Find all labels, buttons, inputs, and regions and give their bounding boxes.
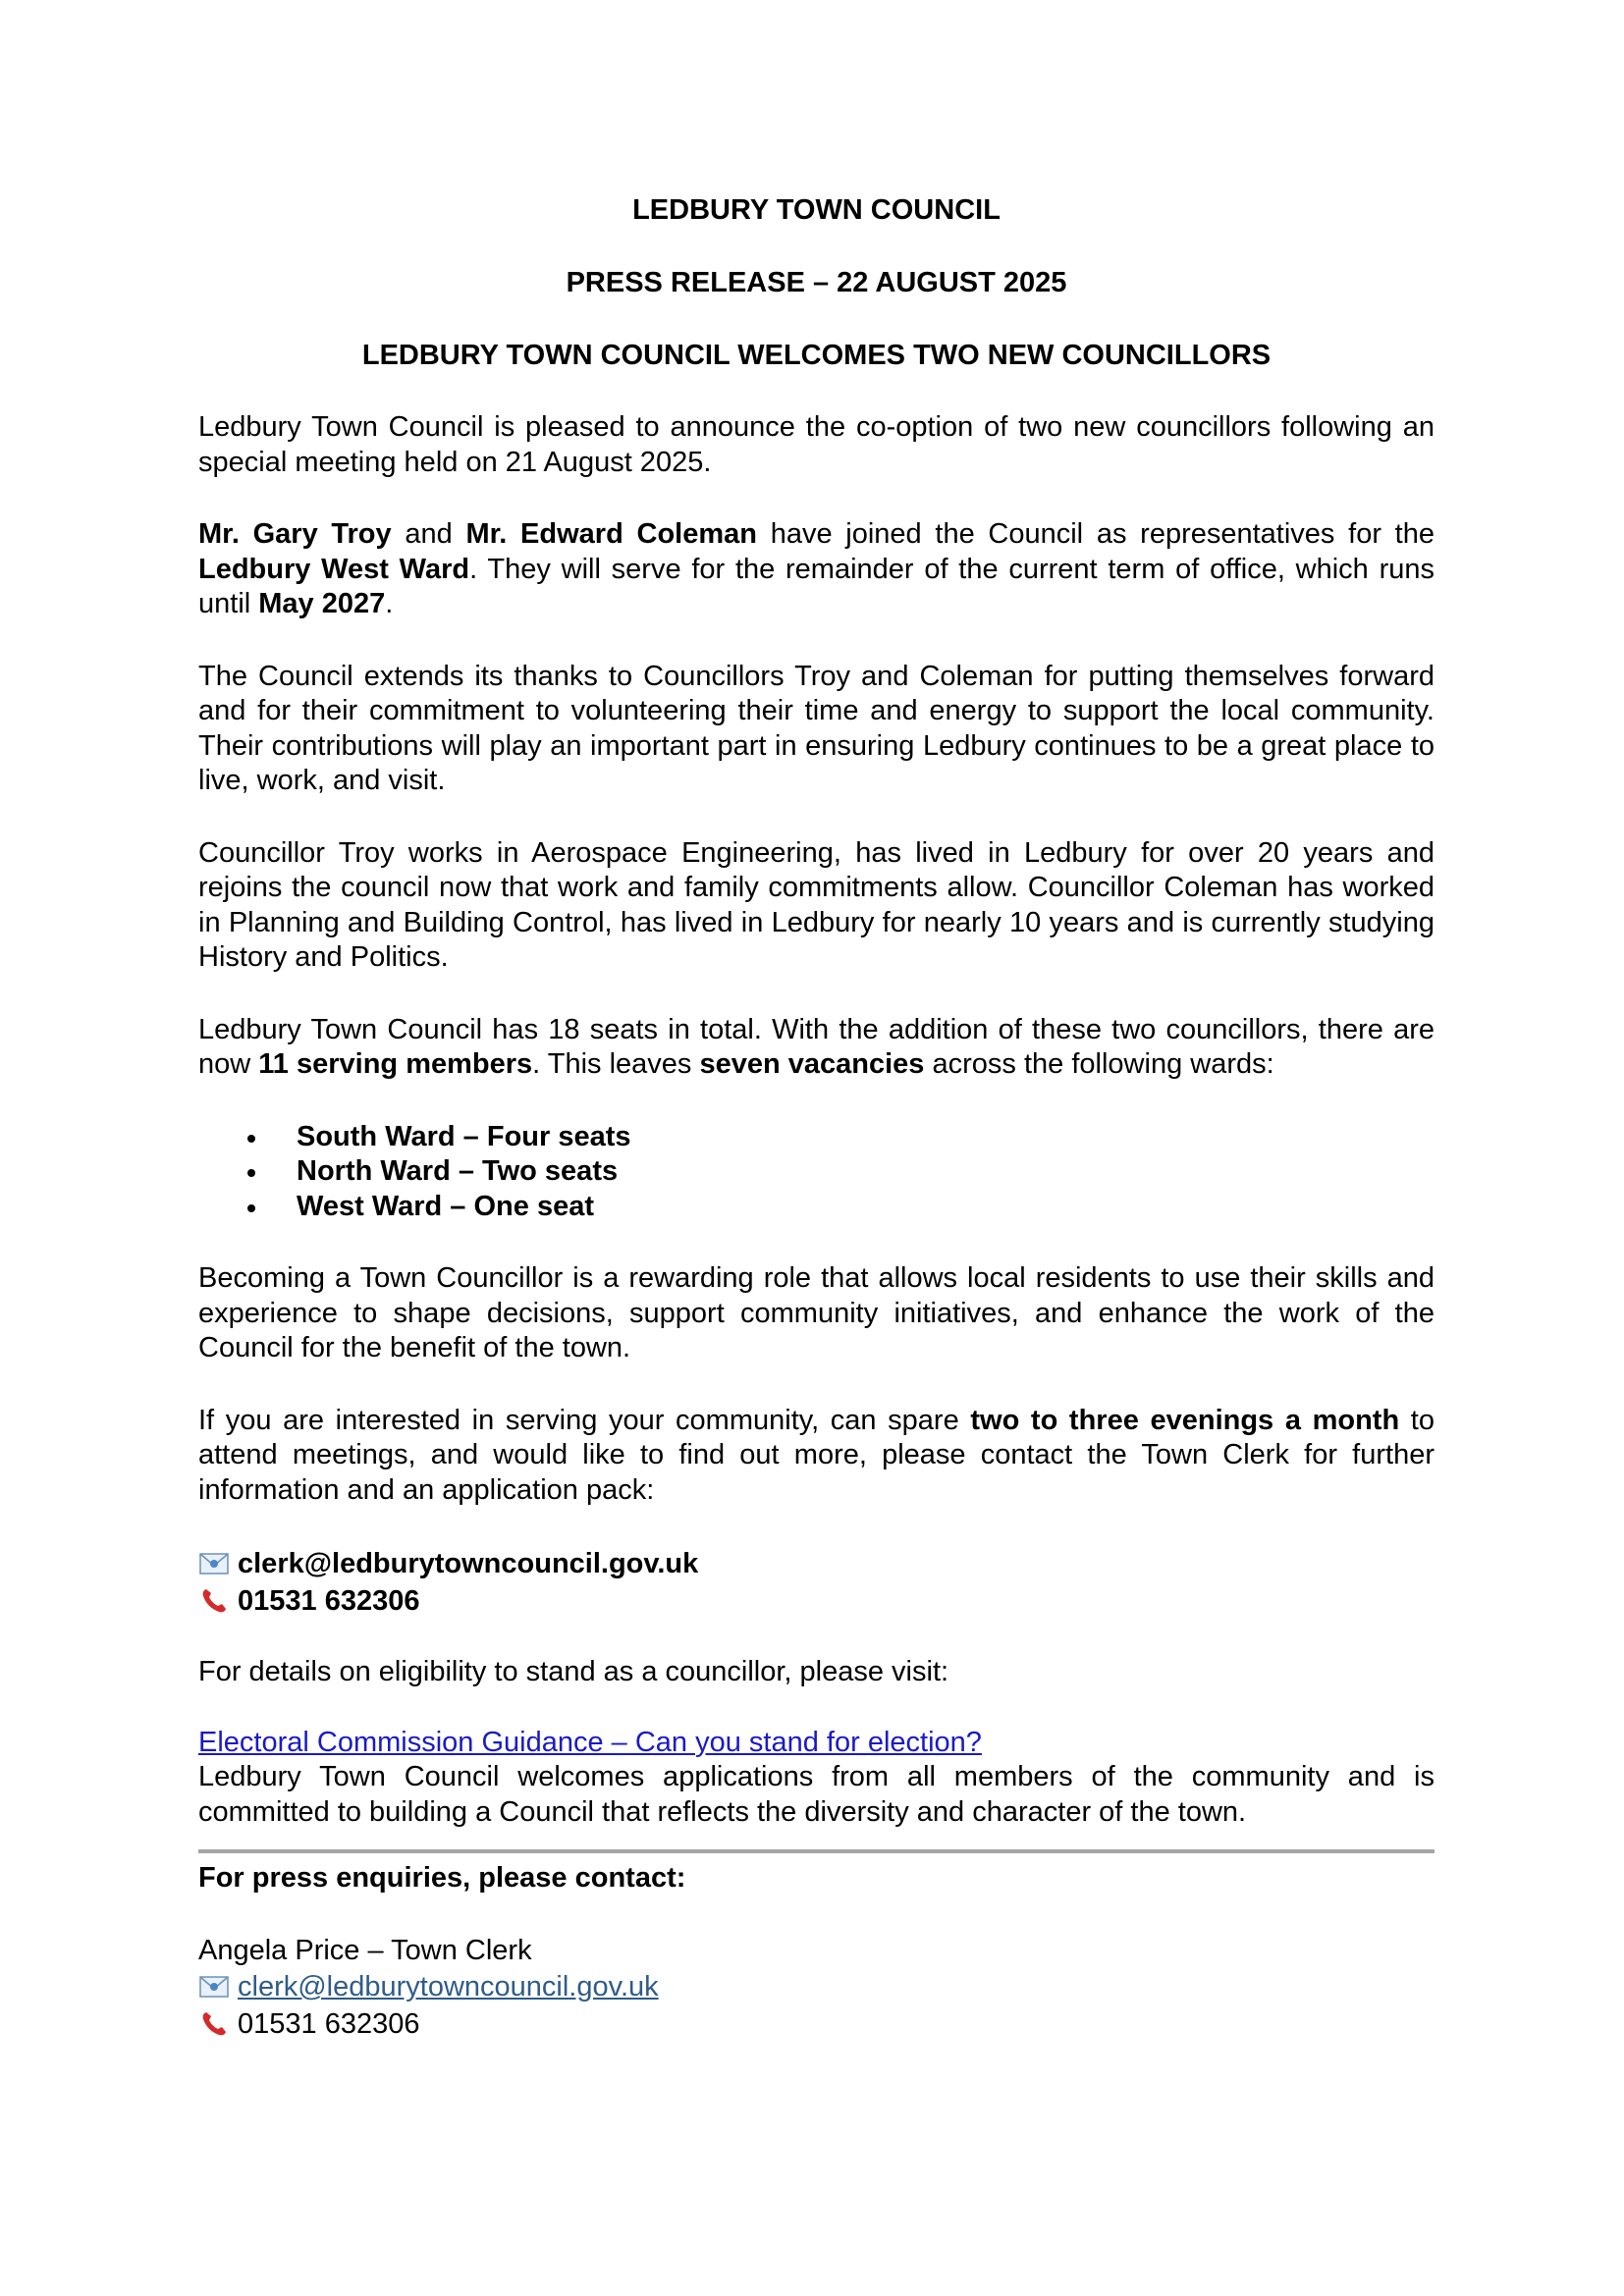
press-email-link[interactable]: clerk@ledburytowncouncil.gov.uk bbox=[238, 1971, 659, 2002]
role-paragraph: Becoming a Town Councillor is a rewarding role that allows local residents to use their skills and experience to shape decisions, support community initiatives, and enhance the work of the Council for the benefit of the town. bbox=[198, 1262, 1435, 1363]
envelope-icon bbox=[198, 1548, 230, 1579]
bullet-icon bbox=[247, 1135, 255, 1143]
press-enquiries-heading: For press enquiries, please contact: bbox=[198, 1862, 686, 1894]
list-item: South Ward – Four seats bbox=[198, 1120, 1435, 1155]
new-councillors-paragraph: Mr. Gary Troy and Mr. Edward Coleman have joined the Council as representatives for the Ledbury West Ward. They will serve for the remainder of the current term of office, which runs until May 2027. bbox=[198, 518, 1435, 619]
divider bbox=[198, 1849, 1435, 1853]
ward-name: Ledbury West Ward bbox=[198, 553, 470, 585]
list-item: North Ward – Two seats bbox=[198, 1154, 1435, 1190]
contact-phone[interactable]: 01531 632306 bbox=[238, 1585, 420, 1617]
councillor-name-coleman: Mr. Edward Coleman bbox=[465, 518, 757, 550]
press-email-line bbox=[198, 1968, 1435, 2005]
press-phone-line bbox=[198, 2005, 1435, 2043]
eligibility-text: For details on eligibility to stand as a councillor, please visit: bbox=[198, 1656, 949, 1687]
time-commitment: two to three evenings a month bbox=[970, 1404, 1400, 1436]
intro-paragraph: Ledbury Town Council is pleased to announce the co-option of two new councillors following an special meeting held on 21 August 2025. bbox=[198, 411, 1435, 478]
phone-icon bbox=[198, 1585, 230, 1617]
organisation-title: LEDBURY TOWN COUNCIL bbox=[632, 194, 1001, 226]
seats-paragraph: Ledbury Town Council has 18 seats in total. With the addition of these two councillors, there are now 11 serving members. This leaves seven vacancies across the following wards: bbox=[198, 1013, 1435, 1080]
bullet-icon bbox=[247, 1204, 255, 1212]
bullet-icon bbox=[247, 1169, 255, 1177]
press-phone[interactable]: 01531 632306 bbox=[238, 2008, 420, 2040]
press-contact-name: Angela Price – Town Clerk bbox=[198, 1934, 532, 1966]
welcome-paragraph: Ledbury Town Council welcomes applications from all members of the community and is committed to building a Council that reflects the diversity and character of the town. bbox=[198, 1761, 1435, 1828]
guidance-link-line bbox=[198, 1726, 1435, 1761]
contact-email-line bbox=[198, 1545, 1435, 1582]
interest-paragraph: If you are interested in serving your community, can spare two to three evenings a month to attend meetings, and would like to find out more, please contact the Town Clerk for further information and an application pack: bbox=[198, 1404, 1435, 1506]
envelope-icon bbox=[198, 1971, 230, 2002]
document-body bbox=[198, 192, 1435, 2043]
press-contact-block bbox=[198, 1934, 1435, 2044]
councillor-name-troy: Mr. Gary Troy bbox=[198, 518, 392, 550]
vacancies: seven vacancies bbox=[699, 1048, 925, 1080]
list-item: West Ward – One seat bbox=[198, 1190, 1435, 1225]
press-release-date: PRESS RELEASE – 22 AUGUST 2025 bbox=[566, 267, 1067, 298]
ward-vacancies-list bbox=[198, 1120, 1435, 1225]
biography-paragraph: Councillor Troy works in Aerospace Engineering, has lived in Ledbury for over 20 years and rejoins the council now that work and family commitments allow. Councillor Coleman has worked in Planning and Building Control, has lived in Ledbury for nearly 10 years and is currently studying History and Politics. bbox=[198, 836, 1435, 973]
headline: LEDBURY TOWN COUNCIL WELCOMES TWO NEW COUNCILLORS bbox=[361, 340, 1272, 371]
electoral-commission-link[interactable]: Electoral Commission Guidance – Can you stand for election? bbox=[198, 1726, 982, 1758]
contact-block bbox=[198, 1545, 1435, 1620]
contact-phone-line bbox=[198, 1582, 1435, 1620]
phone-icon bbox=[198, 2008, 230, 2040]
contact-email[interactable]: clerk@ledburytowncouncil.gov.uk bbox=[238, 1548, 699, 1579]
thanks-paragraph: The Council extends its thanks to Councillors Troy and Coleman for putting themselves forward and for their commitment to volunteering their time and energy to support the local community. Their contributions will play an important part in ensuring Ledbury continues to be a great place to live, work, and visit. bbox=[198, 660, 1435, 796]
serving-members: 11 serving members bbox=[258, 1048, 533, 1080]
term-end: May 2027 bbox=[258, 588, 386, 619]
